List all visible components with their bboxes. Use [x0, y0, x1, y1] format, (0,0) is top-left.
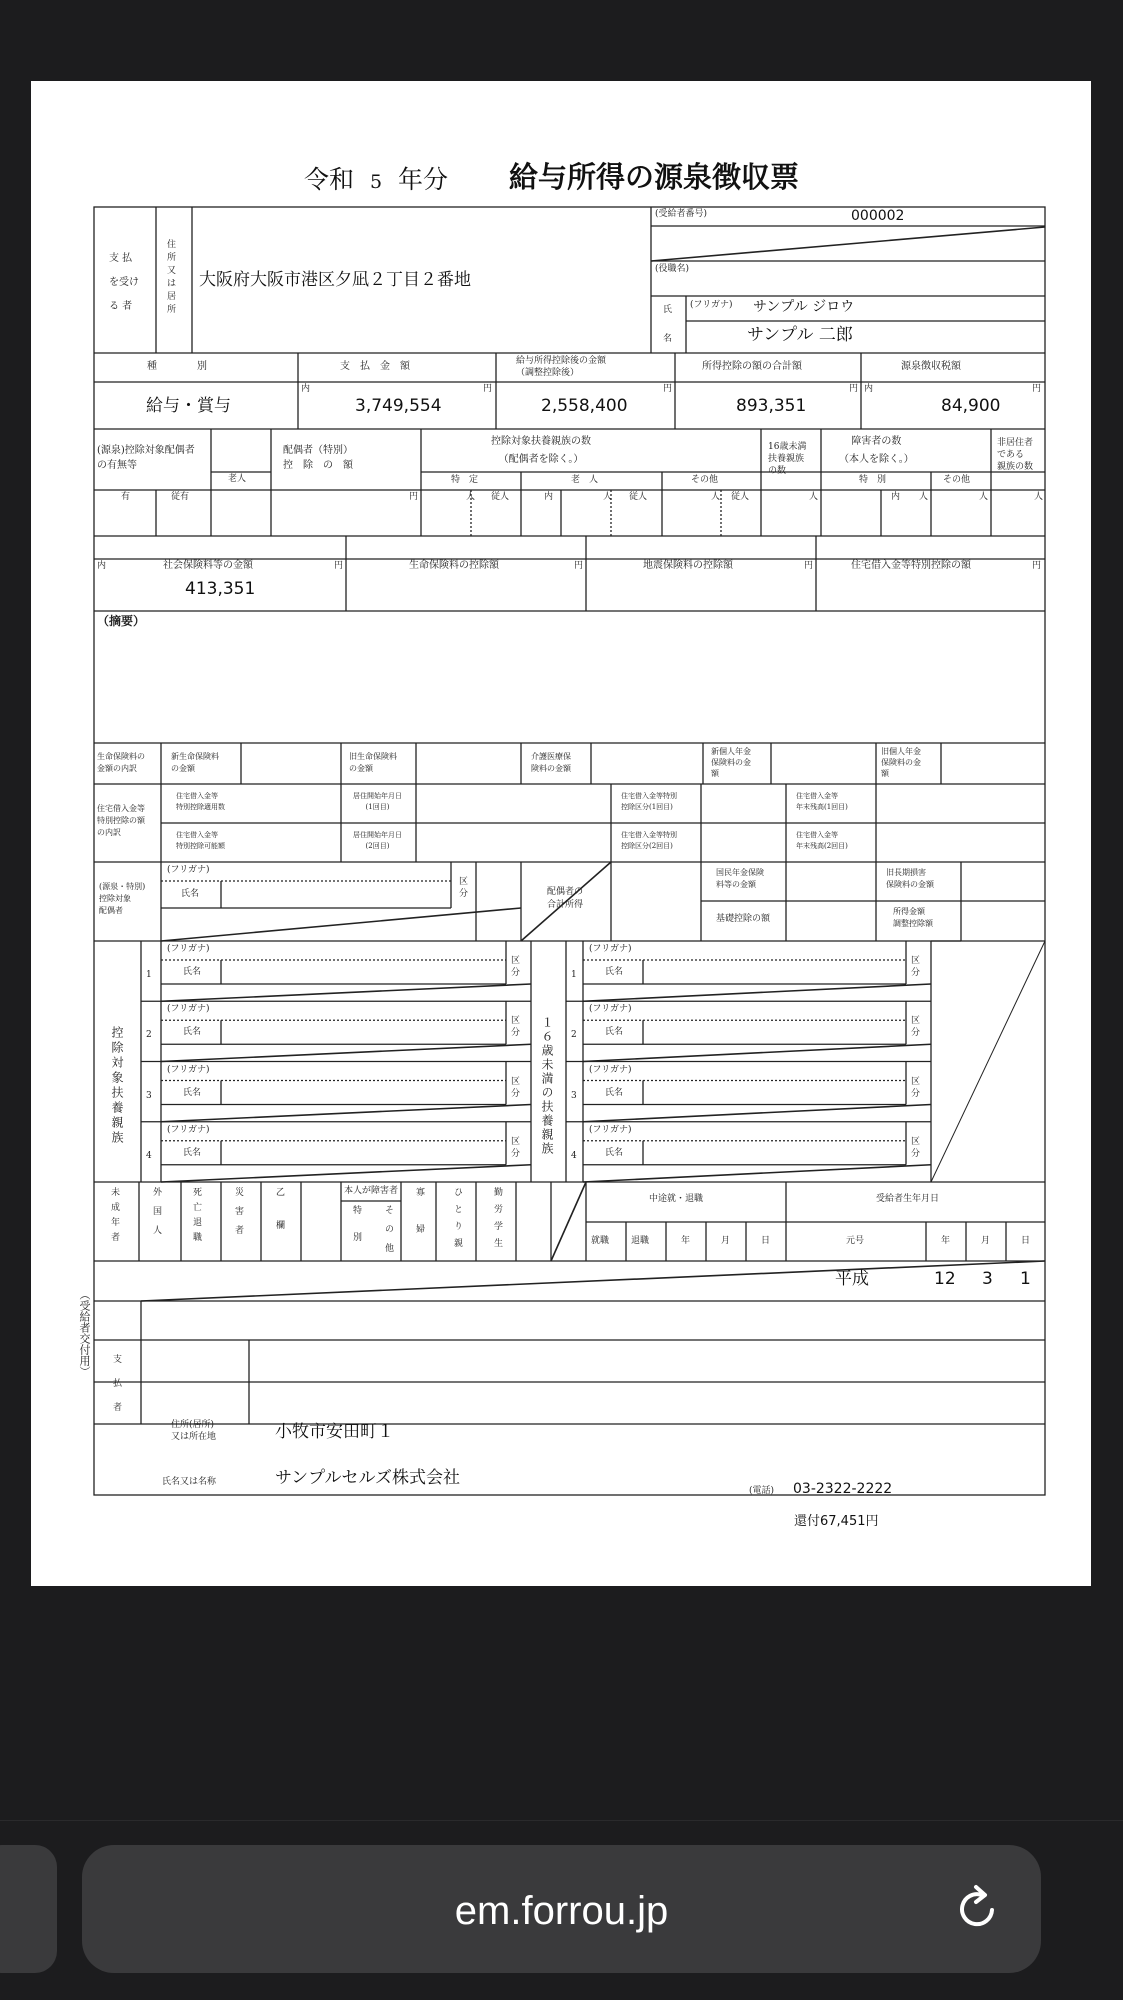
p12: 人 [1034, 492, 1044, 502]
midyear-year: 年 [681, 1236, 691, 1246]
life-insurance-header: 生命保険料の控除額 [409, 560, 499, 571]
birth-month: 3 [982, 1269, 993, 1289]
dependent-num-r4: 4 [571, 1150, 577, 1161]
dependent-name-r2: 氏名 [605, 1027, 624, 1038]
yen-3: 円 [849, 384, 859, 394]
disabled-other: その他 [383, 1205, 393, 1262]
dependent-name-l1: 氏名 [183, 967, 202, 977]
status-header-3: 死亡退職 [191, 1187, 201, 1247]
recipient-address: 大阪府大阪市港区夕凪２丁目２番地 [199, 270, 471, 290]
old-pension-label: 旧個人年金 保険料の金 額 [881, 747, 921, 778]
dependent-name-r3: 氏名 [605, 1087, 624, 1098]
elderly-label: 老人 [228, 474, 247, 484]
housing-possible-label: 住宅借入金等 特別控除可能額 [176, 831, 225, 850]
old-long-label: 旧長期損害 保険料の金額 [886, 868, 934, 889]
income-type: 給与・賞与 [146, 396, 231, 416]
refund-note: 還付67,451円 [794, 1514, 879, 1529]
dependent-num-l1: 1 [146, 970, 152, 980]
yen-1: 円 [483, 384, 493, 394]
birth-m-label: 月 [981, 1236, 991, 1246]
birth-d-label: 日 [1021, 1236, 1031, 1246]
disabled-special: 特別 [351, 1205, 361, 1259]
p1: 人 [466, 492, 476, 502]
special-label: 特 別 [859, 475, 887, 485]
payee-label: 支 払 を受け る 者 [109, 253, 139, 312]
birth-year: 12 [934, 1269, 956, 1289]
withholding-amount: 84,900 [941, 396, 1001, 416]
deduction-total-header: 所得控除の額の合計額 [702, 361, 802, 372]
dependent-division-r3: 区 分 [911, 1076, 921, 1099]
earthquake-header: 地震保険料の控除額 [643, 560, 733, 571]
birth-era: 平成 [835, 1269, 869, 1289]
remarks-label: （摘要） [97, 614, 146, 628]
retire-label: 退職 [631, 1236, 650, 1246]
copy-label: （受給者交付用） [78, 1289, 91, 1377]
other2-label: その他 [943, 475, 971, 485]
dependent-name-l3: 氏名 [183, 1087, 202, 1098]
payment-header: 支 払 金 額 [340, 361, 410, 372]
withholding-slip-document [31, 81, 1091, 1586]
spouse-special-label: 配偶者（特別） 控 除 の 額 [283, 445, 353, 471]
dependent-name-l2: 氏名 [183, 1027, 202, 1038]
ins-yen1: 円 [334, 561, 344, 571]
payer-name-label: 氏名又は名称 [162, 1477, 217, 1487]
dependent-division-r2: 区 分 [911, 1016, 921, 1039]
single-parent-label: ひとり親 [452, 1187, 462, 1255]
midyear-month: 月 [721, 1236, 731, 1246]
status-header-4: 災害者 [233, 1187, 243, 1244]
elderly2-label: 老 人 [571, 475, 599, 485]
p8: 人 [809, 492, 819, 502]
reload-icon[interactable] [952, 1883, 1004, 1935]
specific-label: 特 定 [451, 475, 479, 485]
p4: 人 [603, 492, 613, 502]
life-breakdown-label: 生命保険料の 金額の内訳 [97, 752, 145, 773]
student-label: 勤労学生 [492, 1187, 502, 1255]
spouse-section-label: (源泉・特別) 控除対象 配偶者 [99, 882, 146, 915]
other-label: その他 [691, 475, 719, 485]
housing-applicable-label: 住宅借入金等 特別控除適用数 [176, 792, 225, 811]
name-label-2: 名 [663, 334, 673, 344]
gengo-label: 元号 [846, 1236, 865, 1246]
birth-label: 受給者生年月日 [876, 1194, 940, 1204]
furigana-label: (フリガナ) [690, 300, 733, 310]
address-label: 住 所 又 は 居 所 [167, 240, 177, 315]
payer-phone: 03-2322-2222 [793, 1481, 893, 1497]
title-year: 5 [369, 171, 383, 193]
dependent-name-l4: 氏名 [183, 1147, 202, 1158]
midyear-day: 日 [761, 1236, 771, 1246]
p6: 人 [711, 492, 721, 502]
dependent-furigana-r3: (フリガナ) [589, 1064, 632, 1075]
p3: 内 [544, 492, 554, 502]
dependent-num-r3: 3 [571, 1090, 577, 1101]
under16-label: 16歳未満 扶養親族 の数 [768, 442, 807, 476]
payer-label: 支 払 者 [113, 1355, 123, 1413]
browser-toolbar [0, 1820, 1123, 2000]
adjust-label: 所得金額 調整控除額 [893, 907, 933, 928]
dependent-furigana-l4: (フリガナ) [167, 1124, 210, 1135]
yes-label: 有 [121, 492, 131, 502]
tab-switcher-button[interactable] [0, 1845, 57, 1973]
recipient-id-label: (受給者番号) [655, 209, 708, 219]
dependent-division-r1: 区 分 [911, 956, 921, 978]
disabled-self-header: 本人が障害者 [344, 1186, 399, 1196]
new-pension-label: 新個人年金 保険料の金 額 [711, 747, 751, 778]
p11: 人 [979, 492, 989, 502]
type-header: 種 別 [147, 361, 207, 372]
dependent-division-l1: 区 分 [511, 956, 521, 978]
payer-address-label: 住所(居所) 又は所在地 [171, 1420, 217, 1442]
recipient-furigana: サンプル ジロウ [753, 299, 855, 315]
disabled-label: 障害者の数 （本人を除く。） [839, 436, 914, 465]
social-insurance-amount: 413,351 [185, 579, 256, 599]
dependent-num-l3: 3 [146, 1090, 152, 1101]
dependents-right-label: １６歳未満の扶養親族 [540, 1016, 554, 1156]
widow-label: 寡婦 [414, 1187, 424, 1261]
dependent-name-r4: 氏名 [605, 1147, 624, 1158]
old-life-label: 旧生命保険料 の金額 [349, 752, 397, 773]
care-label: 介護医療保 険料の金額 [531, 752, 571, 773]
payment-in-label: 内 [301, 384, 311, 394]
dependent-num-l2: 2 [146, 1030, 152, 1041]
basic-label: 基礎控除の額 [716, 914, 771, 924]
dependent-num-r1: 1 [571, 970, 577, 980]
recipient-id: 000002 [851, 208, 905, 224]
spouse-furigana: (フリガナ) [167, 865, 210, 875]
payer-name: サンプルセルズ株式会社 [275, 1468, 460, 1488]
ins-yen2: 円 [574, 561, 584, 571]
ins-in: 内 [97, 561, 107, 571]
spouse-name: 氏名 [181, 889, 200, 899]
url-text: em.forrou.jp [454, 1889, 669, 1933]
p2: 従人 [491, 492, 510, 502]
spouse-presence-label: (源泉)控除対象配偶者 の有無等 [97, 445, 195, 471]
dependents-header: 控除対象扶養親族の数 （配偶者を除く。） [491, 436, 591, 465]
recipient-name: サンプル 二郎 [747, 325, 853, 345]
title-year-suffix: 年分 [398, 165, 449, 194]
withholding-header: 源泉徴収税額 [901, 361, 961, 372]
residence-2-label: 居住開始年月日 (2回目) [353, 831, 402, 850]
dependent-division-r4: 区 分 [911, 1136, 921, 1159]
dependent-num-r2: 2 [571, 1030, 577, 1041]
dependent-furigana-l2: (フリガナ) [167, 1004, 210, 1015]
dependent-furigana-r1: (フリガナ) [589, 944, 632, 954]
title-era: 令和 [304, 165, 355, 194]
ins-yen4: 円 [1032, 561, 1042, 571]
cohabit-label: 従有 [171, 492, 190, 502]
page-title: 給与所得の源泉徴収票 [509, 160, 800, 194]
balance-2-label: 住宅借入金等 年末残高(2回目) [796, 831, 848, 850]
dependent-furigana-r2: (フリガナ) [589, 1004, 632, 1015]
spouse-income-label: 配偶者の 合計所得 [547, 887, 584, 910]
ins-yen3: 円 [804, 561, 814, 571]
deduction-total-amount: 893,351 [736, 396, 807, 416]
hire-label: 就職 [591, 1236, 610, 1246]
after-deduction-amount: 2,558,400 [541, 396, 628, 416]
yen-4: 円 [1032, 384, 1042, 394]
nonresident-label: 非居住者 である 親族の数 [997, 438, 1034, 472]
new-life-label: 新生命保険料 の金額 [171, 752, 219, 773]
withholding-in-label: 内 [864, 384, 874, 394]
dependent-division-l4: 区 分 [511, 1136, 521, 1159]
midyear-label: 中途就・退職 [649, 1194, 704, 1204]
spouse-division: 区 分 [459, 877, 469, 899]
category-2-label: 住宅借入金等特別 控除区分(2回目) [621, 831, 677, 850]
category-1-label: 住宅借入金等特別 控除区分(1回目) [621, 792, 677, 811]
national-pension-label: 国民年金保険 料等の金額 [716, 868, 764, 889]
residence-1-label: 居住開始年月日 (1回目) [353, 792, 402, 811]
status-header-2: 外国人 [151, 1187, 161, 1244]
status-header-1: 未成年者 [109, 1187, 119, 1247]
dependents-left-label: 控除対象扶養親族 [110, 1026, 124, 1146]
birth-y-label: 年 [941, 1236, 951, 1246]
dependent-furigana-r4: (フリガナ) [589, 1124, 632, 1135]
dependent-division-l3: 区 分 [511, 1076, 521, 1099]
dependent-num-l4: 4 [146, 1150, 152, 1161]
social-insurance-header: 社会保険料等の金額 [163, 560, 253, 571]
p7: 従人 [731, 492, 750, 502]
status-header-5: 乙欄 [274, 1187, 284, 1253]
dependent-furigana-l1: (フリガナ) [167, 944, 210, 954]
yen-2: 円 [663, 384, 673, 394]
phone-label: (電話) [749, 1486, 775, 1496]
housing-header: 住宅借入金等特別控除の額 [851, 560, 971, 571]
p9: 内 [891, 492, 901, 502]
role-label: (役職名) [655, 264, 690, 274]
dependent-name-r1: 氏名 [605, 967, 624, 977]
balance-1-label: 住宅借入金等 年末残高(1回目) [796, 792, 848, 811]
payer-address: 小牧市安田町１ [275, 1422, 394, 1442]
dependent-furigana-l3: (フリガナ) [167, 1064, 210, 1075]
housing-breakdown-label: 住宅借入金等 特別控除の額 の内訳 [97, 804, 145, 837]
p10: 人 [919, 492, 929, 502]
dependent-division-l2: 区 分 [511, 1016, 521, 1039]
after-deduction-header: 給与所得控除後の金額 （調整控除後） [516, 356, 607, 378]
birth-day: 1 [1020, 1269, 1031, 1289]
spouse-yen: 円 [409, 492, 419, 502]
address-bar[interactable] [82, 1845, 1041, 1973]
name-label-1: 氏 [663, 305, 673, 315]
payment-amount: 3,749,554 [355, 396, 442, 416]
p5: 従人 [629, 492, 648, 502]
